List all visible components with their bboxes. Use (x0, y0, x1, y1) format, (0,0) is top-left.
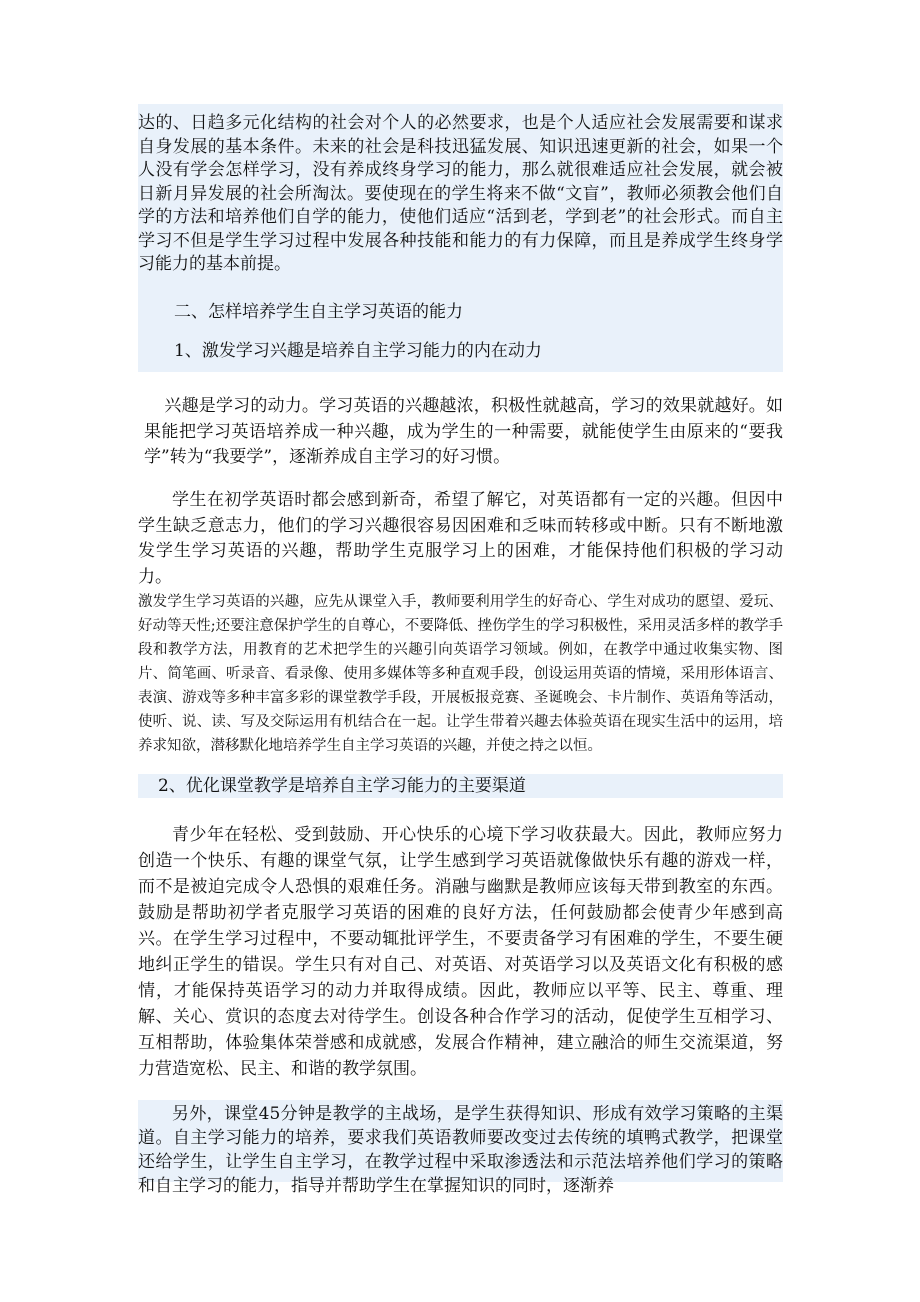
section-heading: 二、怎样培养学生自主学习英语的能力 (174, 302, 463, 322)
subsection-heading-1: 1、激发学习兴趣是培养自主学习能力的内在动力 (174, 341, 542, 361)
classroom-paragraph: 青少年在轻松、受到鼓励、开心快乐的心境下学习收获最大。因此，教师应努力创造一个快乐、有趣的课堂气氛，让学生感到学习英语就像做快乐有趣的游戏一样，而不是被迫完成令人恐惧的艰难任务。消融与幽默是教师应该每天带到教室的东西。鼓励是帮助初学者克服学习英语的困难的良好方法，任何鼓励都会使青少年感到高兴。在学生学习过程中，不要动辄批评学生，不要责备学习有困难的学生，不要生硬地纠正学生的错误。学生只有对自己、对英语、对英语学习以及英语文化有积极的感情，才能保持英语学习的动力并取得成绩。因此，教师应以平等、民主、尊重、理解、关心、赏识的态度去对待学生。创设各种合作学习的活动，促使学生互相学习、互相帮助，体验集体荣誉感和成就感，发展合作精神，建立融洽的师生交流渠道，努力营造宽松、民主、和谐的教学氛围。 (138, 825, 783, 1079)
motivation-paragraph-b: 激发学生学习英语的兴趣，应先从课堂入手，教师要利用学生的好奇心、学生对成功的愿望、爱玩、好动等天性;还要注意保护学生的自尊心，不要降低、挫伤学生的学习积极性，采用灵活多样的教学手段和教学方法，用教育的艺术把学生的兴趣引向英语学习领域。例如，在教学中通过收集实物、图片、简笔画、听录音、看录像、使用多媒体等多种直观手段，创设运用英语的情境，采用形体语言、表演、游戏等多种丰富多彩的课堂教学手段，开展板报竞赛、圣诞晚会、卡片制作、英语角等活动，使听、说、读、写及交际运用有机结合在一起。让学生带着兴趣去体验英语在现实生活中的运用，培养求知欲，潜移默化地培养学生自主学习英语的兴趣，并使之持之以恒。 (138, 594, 783, 754)
interest-paragraph-block (138, 394, 783, 471)
interest-paragraph: 兴趣是学习的动力。学习英语的兴趣越浓，积极性就越高，学习的效果就越好。如果能把学习英语培养成一种兴趣，成为学生的一种需要，就能使学生由原来的“要我学”转为“我要学”，逐渐养成自主学习的好习惯。 (144, 396, 783, 467)
subsection-heading-2-block (138, 774, 783, 798)
strategy-paragraph-block (138, 1100, 783, 1196)
motivation-paragraph-block (138, 488, 783, 758)
classroom-paragraph-block (138, 822, 783, 1082)
intro-paragraph-block (138, 104, 783, 284)
strategy-paragraph: 另外，课堂45分钟是教学的主战场，是学生获得知识、形成有效学习策略的主渠道。自主学习能力的培养，要求我们英语教师要改变过去传统的填鸭式教学，把课堂还给学生，让学生自主学习，在教学过程中采取渗透法和示范法培养他们学习的策略和自主学习的能力，指导并帮助学生在掌握知识的同时，逐渐养 (138, 1104, 783, 1196)
subsection-heading-2: 2、优化课堂教学是培养自主学习能力的主要渠道 (158, 776, 526, 796)
motivation-paragraph-a: 学生在初学英语时都会感到新奇，希望了解它，对英语都有一定的兴趣。但因中学生缺乏意志力，他们的学习兴趣很容易因困难和乏味而转移或中断。只有不断地激发学生学习英语的兴趣，帮助学生克服学习上的困难，才能保持他们积极的学习动力。 (138, 490, 783, 587)
section-headings-block (138, 284, 783, 372)
intro-paragraph: 达的、日趋多元化结构的社会对个人的必然要求，也是个人适应社会发展需要和谋求自身发展的基本条件。未来的社会是科技迅猛发展、知识迅速更新的社会，如果一个人没有学会怎样学习，没有养成终身学习的能力，那么就很难适应社会发展，就会被日新月异发展的社会所淘汰。要使现在的学生将来不做“文盲”，教师必须教会他们自学的方法和培养他们自学的能力，使他们适应“活到老，学到老”的社会形式。而自主学习不但是学生学习过程中发展各种技能和能力的有力保障，而且是养成学生终身学习能力的基本前提。 (138, 113, 783, 274)
